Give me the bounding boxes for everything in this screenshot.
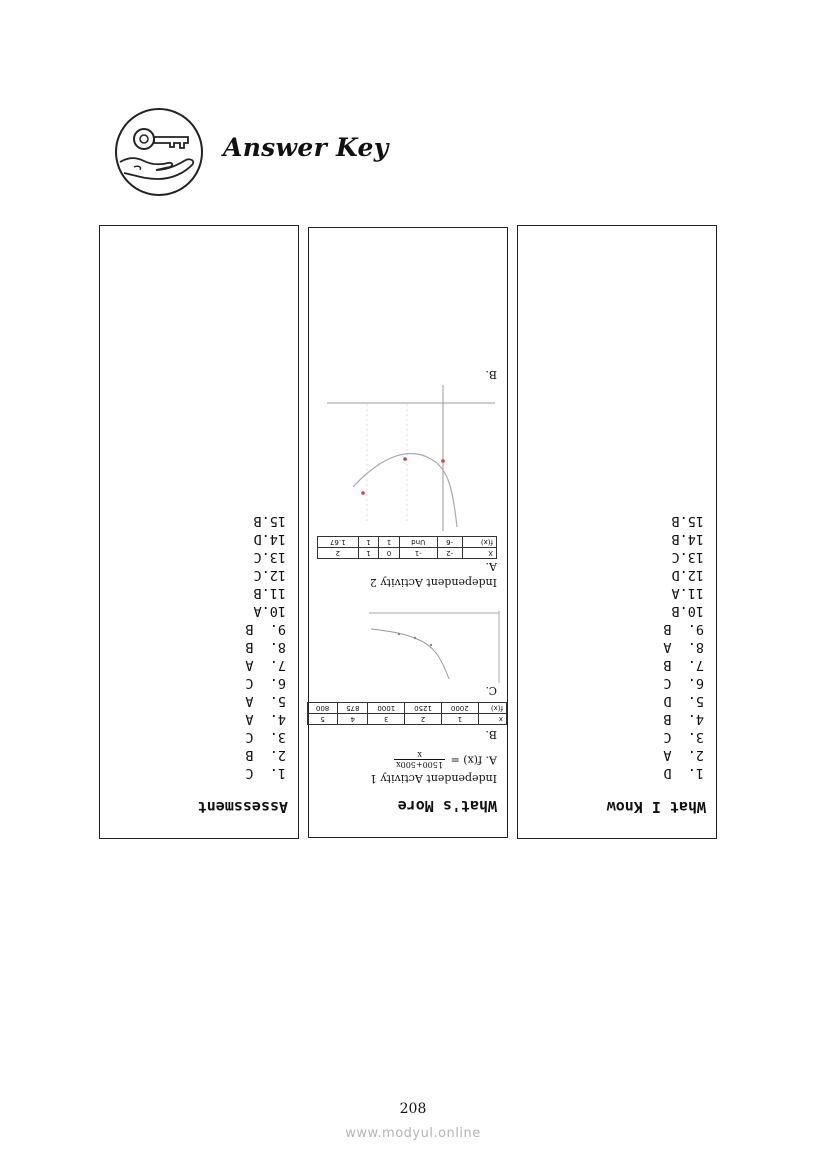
table-cell: 1000: [368, 703, 405, 714]
table-cell: 1: [358, 537, 379, 548]
answer-item: 10.A: [253, 603, 286, 619]
table-cell: 1: [379, 537, 400, 548]
page-title: Answer Key: [223, 133, 389, 162]
answer-b-label: B.: [485, 728, 497, 741]
whats-more-title: What's More: [397, 797, 497, 815]
fraction: [394, 750, 445, 769]
assessment-answers: [245, 512, 286, 782]
table-cell: 1: [358, 548, 379, 559]
fraction-denominator: x: [417, 750, 422, 759]
answer-item: 1. C: [245, 765, 286, 781]
whats-more-panel: [308, 227, 508, 838]
table-cell: 800: [308, 703, 338, 714]
answer-item: 10.B: [671, 603, 704, 619]
table-cell: Und: [399, 537, 437, 548]
what-i-know-answers: [663, 512, 704, 782]
decay-curve-graph: [367, 605, 507, 685]
answer-item: 9. B: [245, 621, 286, 637]
answer-item: 4. B: [663, 711, 704, 727]
table-cell: X: [462, 548, 496, 559]
answer-item: 13.C: [671, 549, 704, 565]
table-cell: 4: [338, 714, 368, 725]
table-activity2: [317, 536, 497, 559]
table-cell: 2: [405, 714, 442, 725]
answer-item: 5. D: [663, 693, 704, 709]
table-cell: 875: [338, 703, 368, 714]
table-row: [318, 548, 497, 559]
table-cell: x: [478, 714, 506, 725]
graph-point: [361, 491, 365, 495]
table-cell: 2000: [441, 703, 478, 714]
table-cell: 1250: [405, 703, 442, 714]
table-cell: f(x): [462, 537, 496, 548]
answer-item: 11.B: [253, 585, 286, 601]
answer-item: 8. A: [663, 639, 704, 655]
what-i-know-panel: [517, 225, 717, 839]
table-row: [318, 537, 497, 548]
answer-item: 15.B: [253, 513, 286, 529]
graph-point: [430, 644, 432, 646]
answer-item: 14.B: [671, 531, 704, 547]
table-cell: -6: [437, 537, 462, 548]
graph-point: [403, 457, 407, 461]
what-i-know-title: What I Know: [606, 798, 706, 816]
assessment-title: Assessment: [197, 798, 288, 816]
answer-b2-label: B.: [485, 368, 497, 381]
answer-item: 9. B: [663, 621, 704, 637]
answer-item: 11.A: [671, 585, 704, 601]
answer-item: 8. B: [245, 639, 286, 655]
table-cell: 5: [308, 714, 338, 725]
answer-item: 3. C: [245, 729, 286, 745]
answer-item: 15.B: [671, 513, 704, 529]
table-cell: -1: [399, 548, 437, 559]
graph-point: [441, 459, 445, 463]
answer-item: 7. B: [663, 657, 704, 673]
answer-item: 12.C: [253, 567, 286, 583]
page-number: 208: [399, 1101, 427, 1117]
answer-item: 14.D: [253, 531, 286, 547]
answer-item: 5. A: [245, 693, 286, 709]
table-cell: 3: [368, 714, 405, 725]
table-row: [308, 714, 507, 725]
assessment-panel: [99, 225, 299, 839]
table-cell: 0: [379, 548, 400, 559]
rational-function-graph: [317, 385, 507, 531]
activity1-title: Independent Activity 1: [369, 772, 497, 785]
answer-item: 13.C: [253, 549, 286, 565]
answer-a-label: A. f(x) =: [450, 753, 497, 767]
answer-item: 2. B: [245, 747, 286, 763]
answer-item: 6. C: [663, 675, 704, 691]
answer-a2-label: A.: [485, 560, 497, 573]
graph-curve: [353, 454, 457, 527]
answer-item: 1. D: [663, 765, 704, 781]
key-in-hand-icon: [114, 107, 204, 197]
activity2-title: Independent Activity 2: [369, 576, 497, 589]
answer-item: 6. C: [245, 675, 286, 691]
table-cell: 1: [441, 714, 478, 725]
table-row: [308, 703, 507, 714]
table-cell: -2: [437, 548, 462, 559]
answer-item: 2. A: [663, 747, 704, 763]
watermark-link[interactable]: www.modyul.online: [345, 1126, 481, 1141]
graph-point: [414, 637, 416, 639]
table-fx-values: [307, 702, 507, 725]
answer-item: 7. A: [245, 657, 286, 673]
table-cell: 1.67: [318, 537, 359, 548]
table-cell: 2: [318, 548, 359, 559]
answer-item: 3. C: [663, 729, 704, 745]
activity1-answer-a: [394, 750, 497, 769]
graph-curve: [371, 629, 449, 679]
answer-item: 12.D: [671, 567, 704, 583]
answer-c-label: C.: [485, 684, 497, 697]
table-cell: f(x): [478, 703, 506, 714]
fraction-numerator: 1500+500x: [396, 760, 443, 769]
graph-point: [398, 633, 400, 635]
answer-item: 4. A: [245, 711, 286, 727]
